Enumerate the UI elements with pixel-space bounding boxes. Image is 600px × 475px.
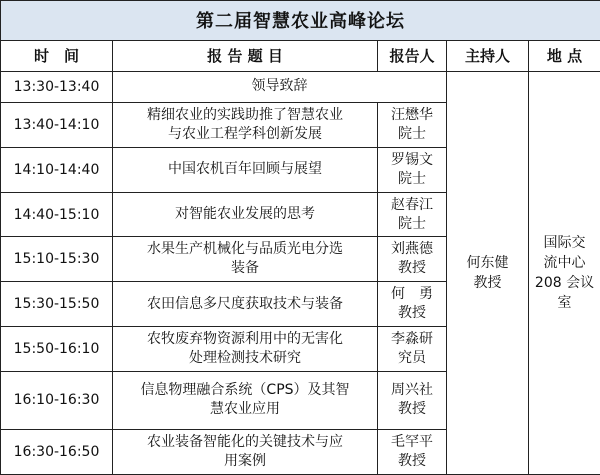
header-topic: 报 告 题 目: [113, 40, 378, 71]
venue-cell: [529, 71, 600, 474]
topic-cell: [113, 192, 378, 237]
time-cell: 14:40-15:10: [1, 192, 113, 237]
header-row: [1, 40, 600, 71]
opening-remarks-cell: 领导致辞: [113, 71, 447, 102]
topic-line: 装备: [231, 260, 259, 277]
speaker-cell: [378, 237, 447, 282]
speaker-title: 教授: [398, 305, 426, 322]
speaker-name: 汪懋华: [391, 106, 433, 123]
time-cell: 15:10-15:30: [1, 237, 113, 282]
time-cell: 15:50-16:10: [1, 326, 113, 371]
time-cell: 13:30-13:40: [1, 71, 113, 102]
topic-cell: [113, 371, 378, 429]
venue-line: 208 会议: [534, 274, 595, 291]
topic-cell: [113, 282, 378, 327]
title-row: [1, 1, 600, 41]
topic-cell: [113, 237, 378, 282]
venue-line: 国际交: [543, 234, 586, 251]
speaker-title: 教授: [398, 260, 426, 277]
speaker-name: 毛罕平: [391, 434, 433, 451]
time-cell: 13:40-14:10: [1, 103, 113, 148]
speaker-cell: [378, 147, 447, 192]
venue-line: 室: [557, 294, 572, 311]
speaker-title: 院士: [398, 170, 426, 187]
speaker-title: 院士: [398, 215, 426, 232]
topic-cell: [113, 430, 378, 475]
time-cell: 16:30-16:50: [1, 430, 113, 475]
topic-line: 精细农业的实践助推了智慧农业: [147, 106, 343, 123]
speaker-cell: [378, 326, 447, 371]
time-cell: 14:10-14:40: [1, 147, 113, 192]
header-speaker: 报告人: [378, 40, 447, 71]
speaker-name: 赵春江: [391, 196, 433, 213]
topic-line: 农业装备智能化的关键技术与应: [147, 434, 343, 451]
topic-cell: [113, 326, 378, 371]
header-time: 时 间: [1, 40, 113, 71]
host-cell: [447, 71, 529, 474]
topic-line: 信息物理融合系统（CPS）及其智: [140, 382, 350, 399]
topic-cell: [113, 147, 378, 192]
speaker-name: 何 勇: [391, 286, 433, 303]
header-host: 主持人: [447, 40, 529, 71]
speaker-name: 李淼研: [391, 330, 433, 347]
time-cell: 15:30-15:50: [1, 282, 113, 327]
forum-title: 第二届智慧农业高峰论坛: [1, 1, 600, 41]
speaker-name: 罗锡文: [391, 151, 433, 168]
topic-cell: [113, 103, 378, 148]
topic-line: 与农业工程学科创新发展: [168, 125, 322, 142]
speaker-name: 刘燕德: [391, 241, 433, 258]
venue-line: 流中心: [543, 254, 586, 271]
topic-line: 水果生产机械化与品质光电分选: [147, 241, 343, 258]
topic-line: 中国农机百年回顾与展望: [168, 161, 322, 178]
topic-line: 慧农业应用: [210, 401, 280, 418]
topic-line: 对智能农业发展的思考: [175, 206, 315, 223]
speaker-title: 教授: [398, 401, 426, 418]
header-venue: 地 点: [529, 40, 600, 71]
speaker-cell: [378, 371, 447, 429]
speaker-title: 院士: [398, 125, 426, 142]
host-name: 何东健: [466, 254, 509, 271]
speaker-title: 教授: [398, 453, 426, 470]
host-title: 教授: [473, 274, 502, 291]
speaker-cell: [378, 103, 447, 148]
topic-line: 农牧废弃物资源利用中的无害化: [147, 330, 343, 347]
topic-line: 用案例: [224, 453, 266, 470]
time-cell: 16:10-16:30: [1, 371, 113, 429]
topic-line: 处理检测技术研究: [189, 349, 301, 366]
speaker-name: 周兴社: [391, 382, 433, 399]
speaker-title: 究员: [398, 349, 426, 366]
topic-line: 农田信息多尺度获取技术与装备: [147, 295, 343, 312]
speaker-cell: [378, 430, 447, 475]
table-row-opening: [1, 71, 600, 102]
speaker-cell: [378, 282, 447, 327]
speaker-cell: [378, 192, 447, 237]
